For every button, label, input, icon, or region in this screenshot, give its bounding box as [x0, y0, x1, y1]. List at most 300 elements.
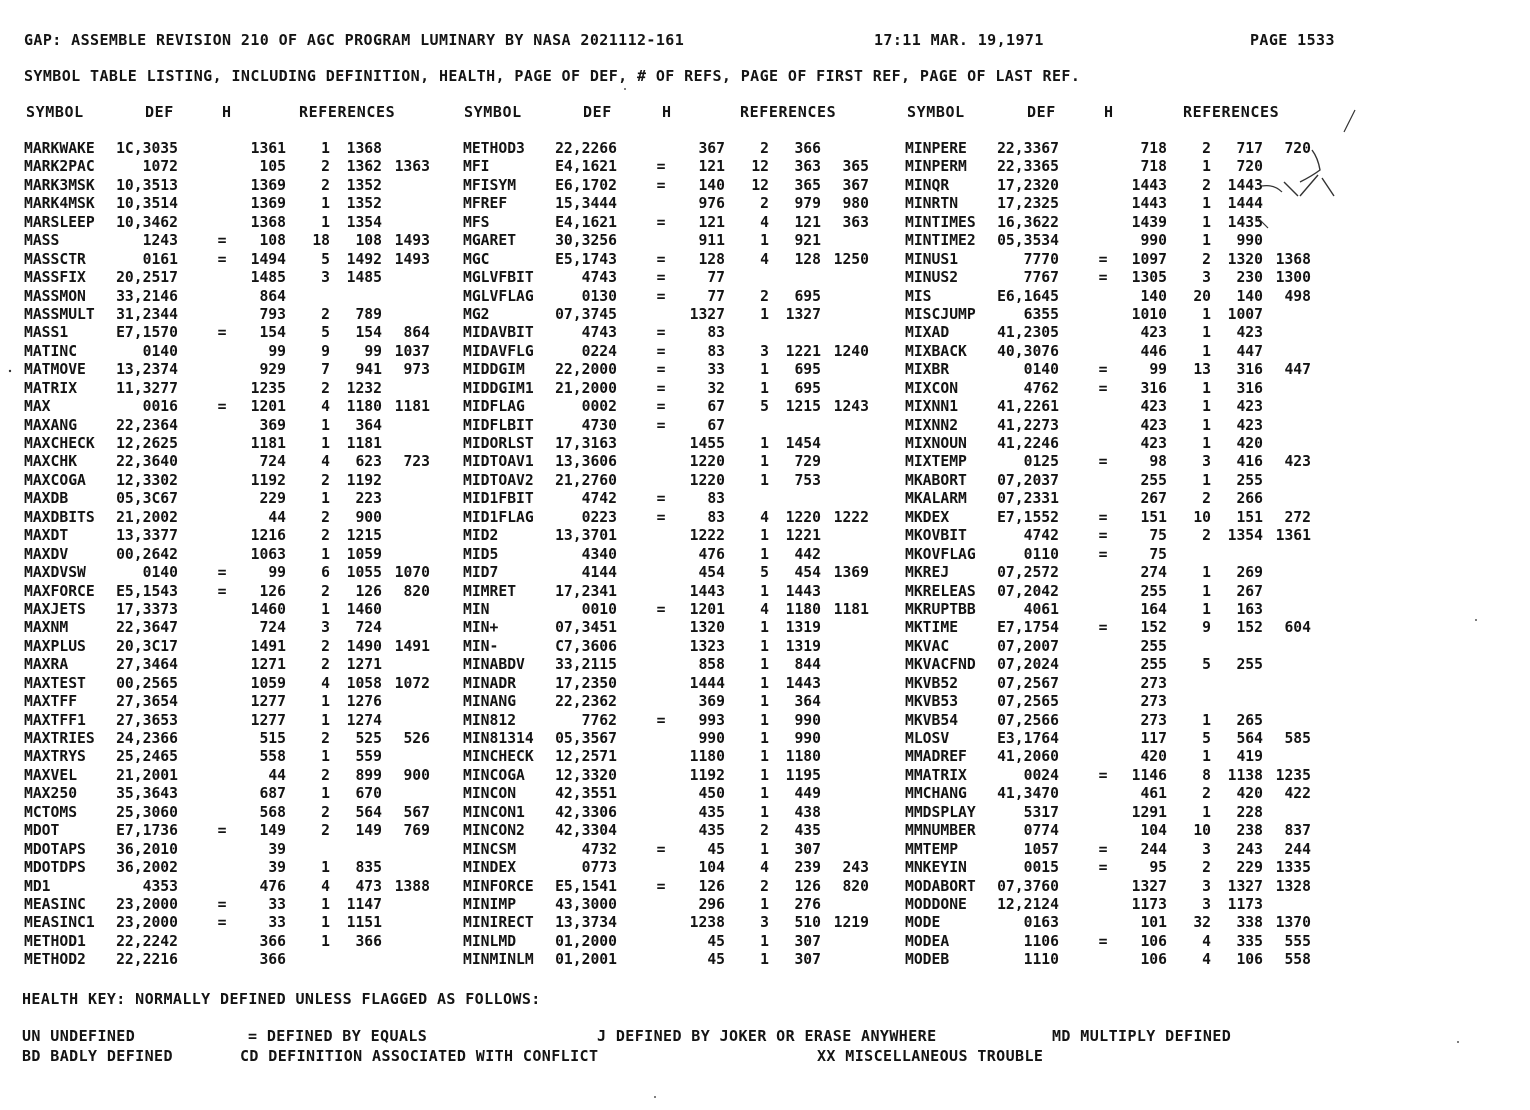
row-last-ref-page: 1328 [1275, 877, 1311, 895]
row-last-ref-page: 447 [1284, 361, 1311, 379]
row-definition: 13,3701 [555, 527, 617, 545]
row-ref-count: 1 [1202, 416, 1211, 434]
row-ref-count: 2 [321, 508, 330, 526]
row-first-ref-page: 724 [355, 619, 382, 637]
row-definition: E4,1621 [555, 158, 617, 176]
row-ref-count: 1 [1202, 711, 1211, 729]
row-definition: 4742 [1023, 527, 1059, 545]
row-def-page: 1181 [250, 435, 286, 452]
row-first-ref-page: 1443 [1227, 176, 1263, 194]
row-symbol: MKVB52 [905, 674, 959, 692]
row-definition: 07,3745 [555, 305, 617, 323]
row-def-page: 369 [698, 693, 725, 711]
row-first-ref-page: 1232 [346, 379, 382, 397]
row-def-page: 99 [1149, 361, 1167, 379]
row-health: = [656, 342, 666, 360]
row-symbol: MIXTEMP [905, 453, 967, 471]
row-last-ref-page: 1388 [394, 877, 430, 895]
row-symbol: MINANG [463, 693, 517, 711]
row-definition: 41,2246 [997, 435, 1059, 452]
row-first-ref-page: 419 [1236, 748, 1263, 766]
row-definition: 33,2115 [555, 656, 617, 674]
row-first-ref-page: 255 [1236, 471, 1263, 489]
row-ref-count: 2 [321, 656, 330, 674]
row-def-page: 1485 [250, 269, 286, 287]
row-ref-count: 1 [760, 711, 769, 729]
row-definition: 0140 [142, 564, 178, 582]
row-health: = [656, 600, 666, 618]
row-definition: 01,2000 [555, 932, 617, 950]
row-ref-count: 2 [321, 471, 330, 489]
row-ref-count: 4 [321, 453, 330, 471]
row-definition: 4762 [1023, 379, 1059, 397]
row-definition: 41,2305 [997, 324, 1059, 342]
row-symbol: MKALARM [905, 490, 967, 508]
row-symbol: MAXTRIES [24, 730, 95, 747]
row-ref-count: 4 [760, 508, 769, 526]
row-symbol: MINLMD [463, 932, 517, 950]
row-health: = [1098, 379, 1108, 397]
row-def-page: 718 [1140, 140, 1167, 157]
row-definition: 27,3654 [116, 693, 178, 711]
row-health: = [656, 158, 666, 176]
row-last-ref-page: 1219 [833, 914, 869, 932]
row-ref-count: 1 [760, 435, 769, 452]
row-health: = [217, 324, 227, 342]
row-ref-count: 4 [321, 877, 330, 895]
row-symbol: MINUS2 [905, 269, 959, 287]
row-symbol: MID1FBIT [463, 490, 534, 508]
row-definition: 07,2042 [997, 582, 1059, 600]
row-ref-count: 1 [321, 785, 330, 803]
row-definition: 12,2571 [555, 748, 617, 766]
row-health: = [217, 582, 227, 600]
row-definition: 7767 [1023, 269, 1059, 287]
row-def-page: 1323 [689, 637, 725, 655]
row-definition: E7,1754 [997, 619, 1059, 637]
row-symbol: MINCON1 [463, 803, 525, 821]
row-ref-count: 1 [321, 711, 330, 729]
row-ref-count: 1 [760, 693, 769, 711]
row-def-page: 367 [698, 140, 725, 157]
row-symbol: MINFORCE [463, 877, 534, 895]
row-first-ref-page: 1058 [346, 674, 382, 692]
row-definition: 21,2002 [116, 508, 178, 526]
row-first-ref-page: 990 [794, 711, 821, 729]
row-definition: 07,3760 [997, 877, 1059, 895]
row-definition: 07,2331 [997, 490, 1059, 508]
row-ref-count: 2 [760, 287, 769, 305]
row-def-page: 423 [1140, 324, 1167, 342]
row-definition: 41,3470 [997, 785, 1059, 803]
row-ref-count: 1 [1202, 398, 1211, 416]
row-first-ref-page: 307 [794, 932, 821, 950]
row-definition: 07,2572 [997, 564, 1059, 582]
row-symbol: MMDSPLAY [905, 803, 976, 821]
row-ref-count: 1 [760, 471, 769, 489]
row-definition: 12,2625 [116, 435, 178, 452]
row-def-page: 255 [1140, 471, 1167, 489]
row-symbol: MAXCHECK [24, 435, 95, 452]
row-first-ref-page: 1181 [346, 435, 382, 452]
row-first-ref-page: 990 [1236, 232, 1263, 250]
row-def-page: 83 [707, 342, 725, 360]
row-definition: 12,3320 [555, 766, 617, 784]
row-symbol: MINCSM [463, 840, 517, 858]
row-symbol: MIXNN2 [905, 416, 959, 434]
row-ref-count: 1 [760, 361, 769, 379]
row-symbol: MAXPLUS [24, 637, 86, 655]
row-def-page: 1327 [1131, 877, 1167, 895]
row-symbol: MAXDVSW [24, 564, 86, 582]
row-last-ref-page: 244 [1284, 840, 1311, 858]
row-first-ref-page: 267 [1236, 582, 1263, 600]
row-ref-count: 2 [1202, 176, 1211, 194]
row-def-page: 99 [268, 564, 286, 582]
row-first-ref-page: 900 [355, 508, 382, 526]
row-last-ref-page: 1243 [833, 398, 869, 416]
health-key-conflict: CD DEFINITION ASSOCIATED WITH CONFLICT [240, 1047, 599, 1065]
row-symbol: MIDAVFLG [463, 342, 534, 360]
row-first-ref-page: 238 [1236, 822, 1263, 840]
row-def-page: 75 [1149, 527, 1167, 545]
row-def-page: 1192 [689, 766, 725, 784]
row-def-page: 864 [259, 287, 286, 305]
row-def-page: 316 [1140, 379, 1167, 397]
row-last-ref-page: 422 [1284, 785, 1311, 803]
row-ref-count: 2 [321, 766, 330, 784]
row-ref-count: 2 [321, 158, 330, 176]
row-definition: 13,2374 [116, 361, 178, 379]
row-ref-count: 2 [1202, 527, 1211, 545]
row-first-ref-page: 1368 [346, 140, 382, 157]
row-ref-count: 3 [760, 342, 769, 360]
row-symbol: MGLVFBIT [463, 269, 534, 287]
row-symbol: MGARET [463, 232, 517, 250]
row-first-ref-page: 265 [1236, 711, 1263, 729]
row-first-ref-page: 1180 [785, 600, 821, 618]
row-ref-count: 3 [1202, 453, 1211, 471]
row-first-ref-page: 1059 [346, 545, 382, 563]
row-def-page: 1305 [1131, 269, 1167, 287]
row-definition: 41,2273 [997, 416, 1059, 434]
row-symbol: MMATRIX [905, 766, 967, 784]
row-first-ref-page: 564 [355, 803, 382, 821]
row-ref-count: 1 [760, 766, 769, 784]
row-first-ref-page: 1454 [785, 435, 821, 452]
col-header-symbol-3: SYMBOL [907, 103, 965, 121]
row-ref-count: 1 [1202, 803, 1211, 821]
row-symbol: MODE [905, 914, 941, 932]
row-ref-count: 3 [1202, 269, 1211, 287]
row-definition: 0010 [581, 600, 617, 618]
row-definition: 6355 [1023, 305, 1059, 323]
row-def-page: 274 [1140, 564, 1167, 582]
row-def-page: 45 [707, 840, 725, 858]
row-symbol: MIN- [463, 637, 499, 655]
row-first-ref-page: 1276 [346, 693, 382, 711]
row-last-ref-page: 498 [1284, 287, 1311, 305]
row-last-ref-page: 243 [842, 859, 869, 877]
row-first-ref-page: 717 [1236, 140, 1263, 157]
row-definition: 12,2124 [997, 895, 1059, 913]
row-definition: 00,2565 [116, 674, 178, 692]
col-header-def-2: DEF [583, 103, 612, 121]
row-last-ref-page: 820 [403, 582, 430, 600]
row-definition: 16,3622 [997, 213, 1059, 231]
row-first-ref-page: 789 [355, 305, 382, 323]
row-definition: 22,2362 [555, 693, 617, 711]
col-header-h-3: H [1104, 103, 1114, 121]
row-first-ref-page: 921 [794, 232, 821, 250]
row-definition: 42,3551 [555, 785, 617, 803]
health-key-joker: J DEFINED BY JOKER OR ERASE ANYWHERE [597, 1027, 937, 1045]
row-health: = [1098, 859, 1108, 877]
row-definition: 0130 [581, 287, 617, 305]
row-first-ref-page: 1352 [346, 176, 382, 194]
pen-mark-stroke [1300, 175, 1334, 196]
row-def-page: 104 [698, 859, 725, 877]
row-health: = [656, 176, 666, 194]
row-ref-count: 3 [1202, 840, 1211, 858]
row-definition: 4730 [581, 416, 617, 434]
row-first-ref-page: 243 [1236, 840, 1263, 858]
col-header-references-3: REFERENCES [1183, 103, 1280, 121]
row-def-page: 558 [259, 748, 286, 766]
row-definition: 17,3373 [116, 600, 178, 618]
row-symbol: MATINC [24, 342, 78, 360]
row-definition: 21,2001 [116, 766, 178, 784]
row-last-ref-page: 272 [1284, 508, 1311, 526]
row-health: = [656, 361, 666, 379]
pen-mark-stroke [1284, 182, 1298, 196]
row-def-page: 1455 [689, 435, 725, 452]
row-def-page: 454 [698, 564, 725, 582]
row-definition: 7762 [581, 711, 617, 729]
row-def-page: 990 [1140, 232, 1167, 250]
row-first-ref-page: 365 [794, 176, 821, 194]
row-symbol: MATRIX [24, 379, 78, 397]
row-ref-count: 1 [1202, 342, 1211, 360]
row-symbol: MIDORLST [463, 435, 534, 452]
row-first-ref-page: 1173 [1227, 895, 1263, 913]
row-ref-count: 5 [321, 250, 330, 268]
col-header-symbol-1: SYMBOL [26, 103, 84, 121]
row-def-page: 976 [698, 195, 725, 213]
row-symbol: MEASINC1 [24, 914, 95, 932]
row-first-ref-page: 695 [794, 287, 821, 305]
row-def-page: 1146 [1131, 766, 1167, 784]
row-first-ref-page: 223 [355, 490, 382, 508]
row-definition: 13,3606 [555, 453, 617, 471]
row-first-ref-page: 1352 [346, 195, 382, 213]
row-first-ref-page: 420 [1236, 785, 1263, 803]
row-health: = [217, 250, 227, 268]
row-ref-count: 1 [321, 859, 330, 877]
row-first-ref-page: 695 [794, 361, 821, 379]
row-def-page: 152 [1140, 619, 1167, 637]
row-def-page: 149 [259, 822, 286, 840]
row-symbol: MINIRECT [463, 914, 534, 932]
row-symbol: MARKWAKE [24, 140, 95, 157]
row-ref-count: 5 [760, 564, 769, 582]
row-health: = [1098, 932, 1108, 950]
row-definition: 07,2024 [997, 656, 1059, 674]
row-symbol: MEASINC [24, 895, 86, 913]
row-def-page: 1291 [1131, 803, 1167, 821]
row-symbol: MAXCOGA [24, 471, 86, 489]
row-definition: 41,2261 [997, 398, 1059, 416]
row-symbol: MGC [463, 250, 490, 268]
row-symbol: MINPERE [905, 140, 967, 157]
row-last-ref-page: 567 [403, 803, 430, 821]
row-first-ref-page: 366 [794, 140, 821, 157]
row-symbol: MMNUMBER [905, 822, 976, 840]
row-symbol: MINABDV [463, 656, 525, 674]
row-first-ref-page: 670 [355, 785, 382, 803]
row-first-ref-page: 473 [355, 877, 382, 895]
row-last-ref-page: 1493 [394, 250, 430, 268]
row-definition: E7,1570 [116, 324, 178, 342]
row-last-ref-page: 980 [842, 195, 869, 213]
row-def-page: 1320 [689, 619, 725, 637]
row-def-page: 1494 [250, 250, 286, 268]
row-ref-count: 2 [321, 379, 330, 397]
row-def-page: 108 [259, 232, 286, 250]
row-definition: 0140 [142, 342, 178, 360]
row-definition: 43,3000 [555, 895, 617, 913]
row-symbol: MIMRET [463, 582, 517, 600]
row-symbol: MFREF [463, 195, 508, 213]
row-first-ref-page: 990 [794, 730, 821, 747]
row-ref-count: 1 [1202, 471, 1211, 489]
row-def-page: 1460 [250, 600, 286, 618]
row-ref-count: 3 [760, 914, 769, 932]
row-symbol: MID5 [463, 545, 499, 563]
row-first-ref-page: 835 [355, 859, 382, 877]
row-def-page: 1327 [689, 305, 725, 323]
row-symbol: MAXFORCE [24, 582, 95, 600]
row-health: = [1098, 840, 1108, 858]
row-first-ref-page: 276 [794, 895, 821, 913]
row-definition: 27,3464 [116, 656, 178, 674]
row-ref-count: 5 [321, 324, 330, 342]
row-ref-count: 3 [1202, 877, 1211, 895]
row-ref-count: 4 [760, 213, 769, 231]
row-def-page: 1444 [689, 674, 725, 692]
row-symbol: MID7 [463, 564, 499, 582]
row-last-ref-page: 1300 [1275, 269, 1311, 287]
row-definition: E7,1552 [997, 508, 1059, 526]
row-symbol: MLOSV [905, 730, 950, 747]
row-ref-count: 1 [321, 545, 330, 563]
row-health: = [656, 490, 666, 508]
row-ref-count: 4 [1202, 951, 1211, 969]
row-first-ref-page: 269 [1236, 564, 1263, 582]
row-def-page: 1180 [689, 748, 725, 766]
row-def-page: 369 [259, 416, 286, 434]
row-first-ref-page: 1319 [785, 637, 821, 655]
row-def-page: 1063 [250, 545, 286, 563]
row-symbol: MKVACFND [905, 656, 976, 674]
row-def-page: 1443 [1131, 195, 1167, 213]
row-def-page: 1010 [1131, 305, 1167, 323]
row-last-ref-page: 526 [403, 730, 430, 747]
row-def-page: 724 [259, 453, 286, 471]
row-ref-count: 6 [321, 564, 330, 582]
row-definition: 05,3C67 [116, 490, 178, 508]
row-health: = [1098, 269, 1108, 287]
row-first-ref-page: 126 [794, 877, 821, 895]
row-definition: 20,2517 [116, 269, 178, 287]
row-symbol: MIN [463, 600, 490, 618]
row-definition: 4144 [581, 564, 617, 582]
row-symbol: MAX250 [24, 785, 78, 803]
row-def-page: 77 [707, 269, 725, 287]
row-symbol: MIDTOAV1 [463, 453, 534, 471]
row-first-ref-page: 149 [355, 822, 382, 840]
row-def-page: 106 [1140, 951, 1167, 969]
row-def-page: 1369 [250, 176, 286, 194]
row-first-ref-page: 1274 [346, 711, 382, 729]
row-def-page: 1059 [250, 674, 286, 692]
row-ref-count: 1 [760, 619, 769, 637]
row-first-ref-page: 510 [794, 914, 821, 932]
row-definition: 0024 [1023, 766, 1059, 784]
row-def-page: 45 [707, 951, 725, 969]
row-ref-count: 1 [760, 379, 769, 397]
row-def-page: 32 [707, 379, 725, 397]
row-first-ref-page: 1192 [346, 471, 382, 489]
row-ref-count: 5 [1202, 656, 1211, 674]
row-ref-count: 32 [1193, 914, 1211, 932]
row-symbol: MAXJETS [24, 600, 86, 618]
row-symbol: MMTEMP [905, 840, 959, 858]
row-def-page: 75 [1149, 545, 1167, 563]
row-last-ref-page: 723 [403, 453, 430, 471]
row-symbol: MIDAVBIT [463, 324, 534, 342]
row-def-page: 1235 [250, 379, 286, 397]
row-definition: 1243 [142, 232, 178, 250]
row-definition: 11,3277 [116, 379, 178, 397]
row-def-page: 1491 [250, 637, 286, 655]
row-definition: 13,3734 [555, 914, 617, 932]
row-last-ref-page: 1070 [394, 564, 430, 582]
row-first-ref-page: 1271 [346, 656, 382, 674]
row-ref-count: 9 [1202, 619, 1211, 637]
row-definition: 12,3302 [116, 471, 178, 489]
row-definition: E5,1743 [555, 250, 617, 268]
row-health: = [217, 398, 227, 416]
row-symbol: MASS [24, 232, 60, 250]
row-symbol: MDOTAPS [24, 840, 86, 858]
row-first-ref-page: 1180 [346, 398, 382, 416]
row-definition: 00,2642 [116, 545, 178, 563]
row-symbol: MARK4MSK [24, 195, 95, 213]
row-ref-count: 2 [321, 803, 330, 821]
row-ref-count: 1 [1202, 582, 1211, 600]
row-def-page: 990 [698, 730, 725, 747]
row-first-ref-page: 1485 [346, 269, 382, 287]
row-last-ref-page: 900 [403, 766, 430, 784]
listing-title: GAP: ASSEMBLE REVISION 210 OF AGC PROGRAM LUMINARY BY NASA 2021112-161 [24, 31, 685, 49]
row-symbol: MKTIME [905, 619, 959, 637]
row-first-ref-page: 151 [1236, 508, 1263, 526]
row-def-page: 366 [259, 932, 286, 950]
row-ref-count: 2 [321, 176, 330, 194]
row-definition: 7770 [1023, 250, 1059, 268]
row-ref-count: 2 [1202, 250, 1211, 268]
